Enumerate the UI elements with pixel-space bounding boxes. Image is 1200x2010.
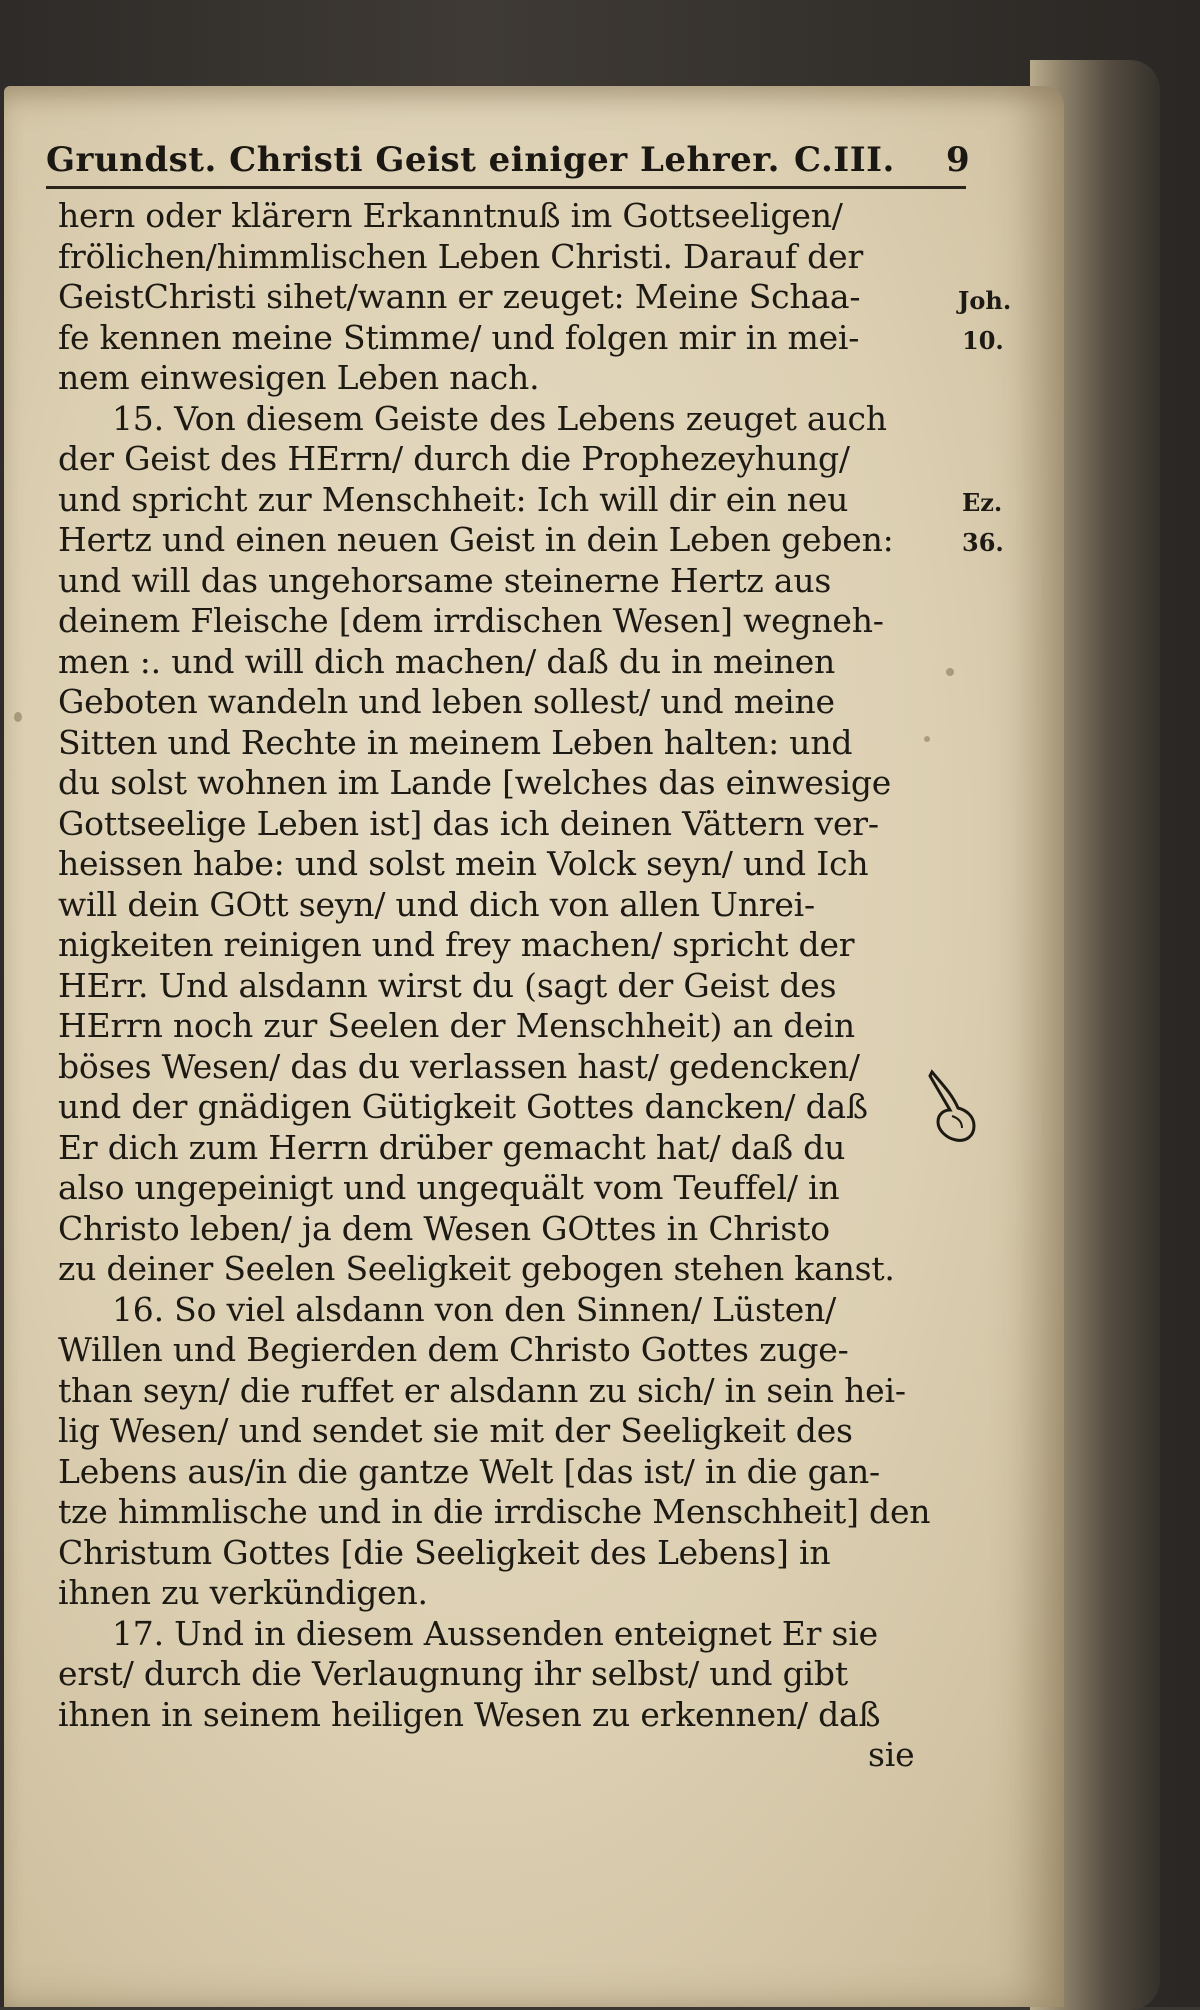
margin-note-ez: Ez. xyxy=(962,488,1003,517)
text-line: ihnen in seinem heiligen Wesen zu erkennen/ daß xyxy=(58,1694,881,1734)
text-line: than seyn/ die ruffet er alsdann zu sich/ in sein hei- xyxy=(58,1370,906,1410)
text-line: deinem Fleische [dem irrdischen Wesen] wegneh- xyxy=(58,601,884,640)
text-line: Christum Gottes [die Seeligkeit des Lebens] in xyxy=(58,1532,831,1572)
text-line: ihnen zu verkündigen. xyxy=(58,1573,428,1612)
page-header xyxy=(46,140,971,192)
text-line: heissen habe: und solst mein Volck seyn/ und Ich xyxy=(58,844,869,883)
margin-note-joh-chapter: 10. xyxy=(962,326,1004,355)
header-rule xyxy=(46,186,966,189)
text-line: Willen und Begierden dem Christo Gottes zuge- xyxy=(58,1330,849,1369)
paper-spot xyxy=(14,712,22,722)
pointing-hand-icon xyxy=(922,1064,982,1146)
margin-note-ez-chapter: 36. xyxy=(962,528,1004,557)
text-line: Geboten wandeln und leben sollest/ und meine xyxy=(58,682,835,721)
running-title: Grundst. Christi Geist einiger Lehrer. xyxy=(46,140,780,180)
text-line: also ungepeinigt und ungequält vom Teuffel/ in xyxy=(58,1168,840,1207)
text-line: 15. Von diesem Geiste des Lebens zeuget auch xyxy=(112,398,887,438)
text-line: Gottseelige Leben ist] das ich deinen Vättern ver- xyxy=(58,803,879,843)
text-line: Lebens aus/in die gantze Welt [das ist/ in die gan- xyxy=(58,1451,880,1491)
text-line: GeistChristi sihet/wann er zeuget: Meine Schaa- xyxy=(58,277,861,316)
margin-note-joh: Joh. xyxy=(958,286,1012,315)
page-number: 9 xyxy=(946,140,971,180)
text-line: Er dich zum Herrn drüber gemacht hat/ daß du xyxy=(58,1127,846,1167)
text-line: 16. So viel alsdann von den Sinnen/ Lüsten/ xyxy=(112,1289,837,1329)
paper-spot xyxy=(924,736,930,742)
text-line: zu deiner Seelen Seeligkeit gebogen stehen kanst. xyxy=(58,1249,895,1288)
text-line: nem einwesigen Leben nach. xyxy=(58,358,540,397)
text-line: HErrn noch zur Seelen der Menschheit) an dein xyxy=(58,1006,855,1045)
text-line: erst/ durch die Verlaugnung ihr selbst/ und gibt xyxy=(58,1654,848,1693)
body-text xyxy=(58,196,938,1776)
text-line: und spricht zur Menschheit: Ich will dir ein neu xyxy=(58,479,849,519)
text-line: HErr. Und alsdann wirst du (sagt der Geist des xyxy=(58,965,837,1005)
text-line: men :. und will dich machen/ daß du in meinen xyxy=(58,641,836,681)
text-line: Christo leben/ ja dem Wesen GOttes in Christo xyxy=(58,1208,830,1248)
paper-spot xyxy=(946,668,954,676)
text-line: du solst wohnen im Lande [welches das einwesige xyxy=(58,763,892,802)
text-line: hern oder klärern Erkanntnuß im Gottseeligen/ xyxy=(58,196,843,235)
text-line: und will das ungehorsame steinerne Hertz aus xyxy=(58,560,832,600)
chapter-mark: C.III. xyxy=(794,140,895,180)
text-line: böses Wesen/ das du verlassen hast/ gedencken/ xyxy=(58,1046,860,1086)
text-line: tze himmlische und in die irrdische Menschheit] den xyxy=(58,1492,931,1531)
text-line: Hertz und einen neuen Geist in dein Leben geben: xyxy=(58,520,894,559)
text-line: Sitten und Rechte in meinem Leben halten: und xyxy=(58,722,853,762)
text-line: frölichen/himmlischen Leben Christi. Darauf der xyxy=(58,236,864,276)
text-line: und der gnädigen Gütigkeit Gottes dancken/ daß xyxy=(58,1087,868,1126)
text-line: 17. Und in diesem Aussenden enteignet Er sie xyxy=(112,1613,878,1653)
text-line: fe kennen meine Stimme/ und folgen mir in mei- xyxy=(58,317,860,357)
text-line: lig Wesen/ und sendet sie mit der Seeligkeit des xyxy=(58,1411,853,1450)
text-line: nigkeiten reinigen und frey machen/ spricht der xyxy=(58,925,855,964)
catchword: sie xyxy=(868,1735,915,1774)
text-line: der Geist des HErrn/ durch die Prophezeyhung/ xyxy=(58,439,850,478)
text-line: will dein GOtt seyn/ und dich von allen Unrei- xyxy=(58,884,815,924)
